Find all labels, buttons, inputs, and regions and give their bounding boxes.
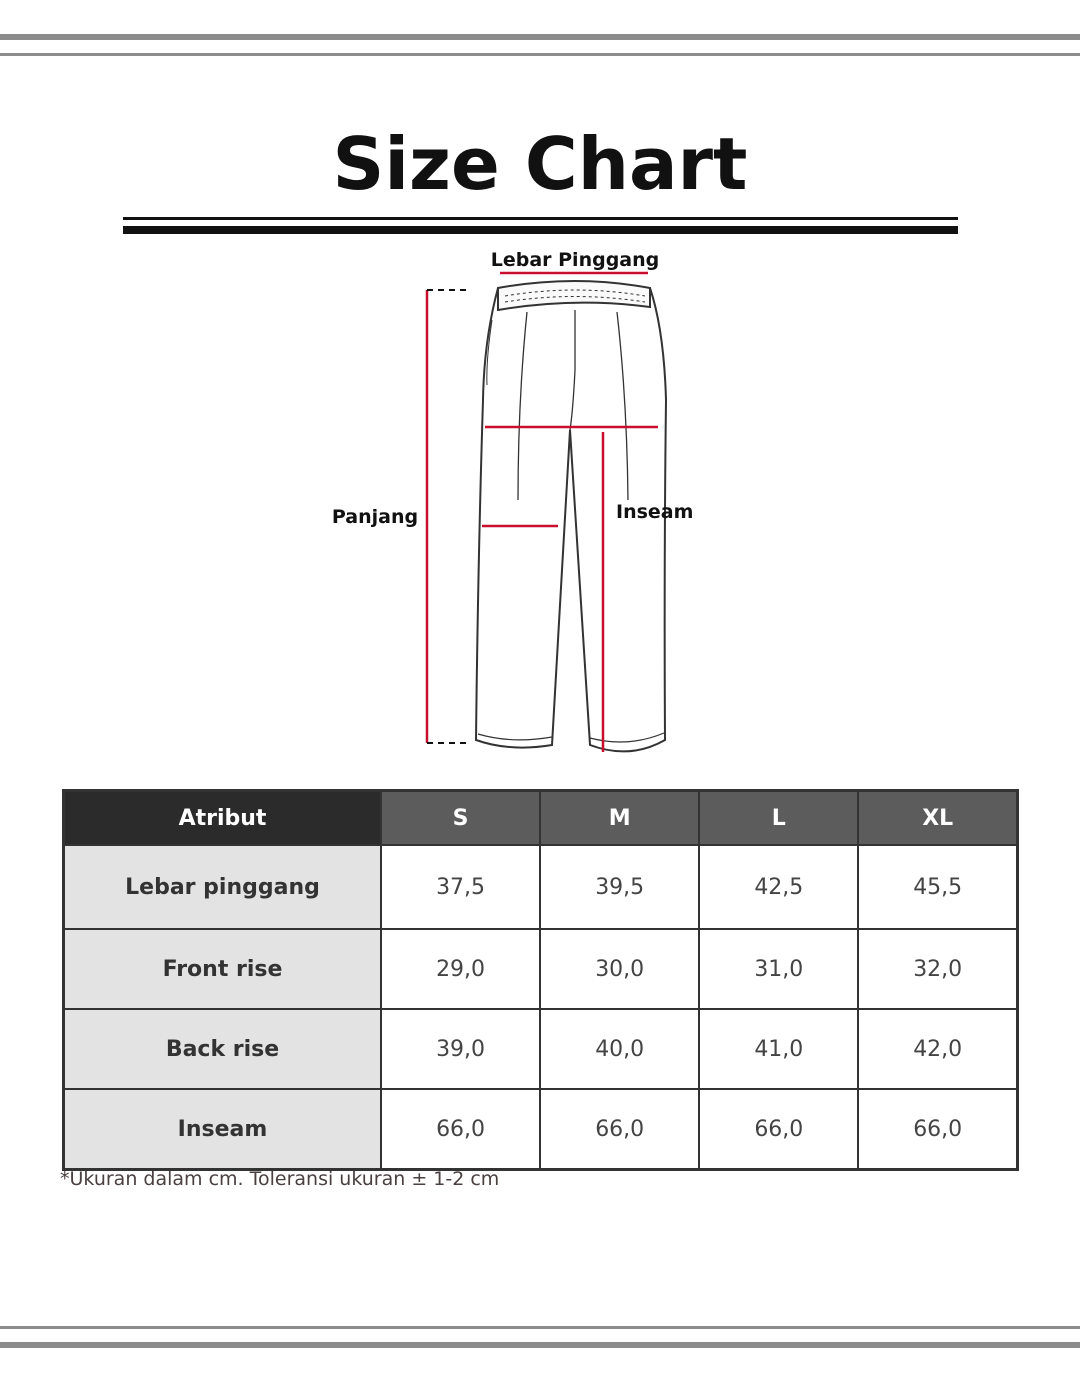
value-cell: 40,0 [540,1009,699,1089]
tolerance-note: *Ukuran dalam cm. Toleransi ukuran ± 1-2 cm [60,1168,500,1190]
bottom-frame-rule-outer [0,1342,1080,1348]
value-cell: 42,0 [858,1009,1017,1089]
value-cell: 29,0 [381,929,540,1009]
value-cell: 66,0 [699,1089,858,1170]
row-label: Front rise [64,929,382,1009]
value-cell: 66,0 [540,1089,699,1170]
row-label: Lebar pinggang [64,845,382,929]
value-cell: 30,0 [540,929,699,1009]
value-cell: 45,5 [858,845,1017,929]
value-cell: 39,5 [540,845,699,929]
table-row [64,929,1018,1009]
size-table [62,789,1019,1171]
header-cell-size-s: S [381,791,540,846]
inseam-label: Inseam [616,501,694,523]
table-row [64,845,1018,929]
value-cell: 32,0 [858,929,1017,1009]
value-cell: 41,0 [699,1009,858,1089]
header-cell-size-xl: XL [858,791,1017,846]
value-cell: 66,0 [381,1089,540,1170]
length-label: Panjang [331,506,419,528]
value-cell: 42,5 [699,845,858,929]
header-cell-size-l: L [699,791,858,846]
value-cell: 37,5 [381,845,540,929]
table-row [64,1009,1018,1089]
waist-label: Lebar Pinggang [490,249,660,271]
bottom-frame-rule-inner [0,1326,1080,1329]
value-cell: 31,0 [699,929,858,1009]
page-title: Size Chart [332,122,748,206]
value-cell: 66,0 [858,1089,1017,1170]
header-cell-size-m: M [540,791,699,846]
table-header-row [64,791,1018,846]
row-label: Inseam [64,1089,382,1170]
header-cell-attribute: Atribut [64,791,382,846]
value-cell: 39,0 [381,1009,540,1089]
table-row [64,1089,1018,1170]
row-label: Back rise [64,1009,382,1089]
